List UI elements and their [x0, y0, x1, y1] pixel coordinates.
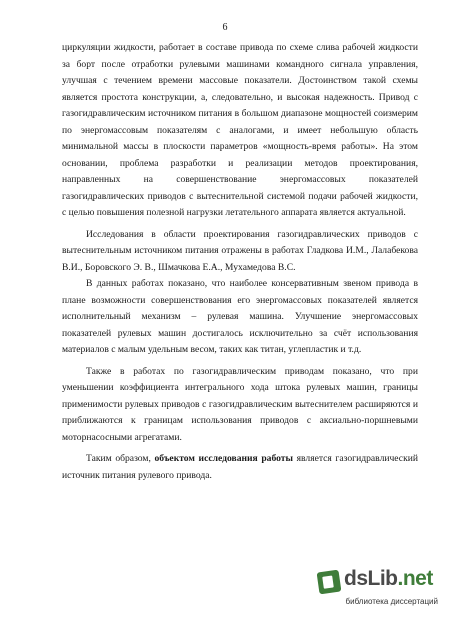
dslib-logo [344, 567, 433, 591]
logo-main: dsLib [344, 567, 398, 590]
paragraph-stroke-coefficient: Также в работах по газогидравлическим приводам показано, что при уменьшении коэффициента интегрального хода штока рулевых машин, границы применимости рулевых приводов с газогидравлическим вытеснителем расширяются и приближаются к границам использования приводов с аксиально-поршневыми моторнасосными агрегатами. [62, 365, 418, 443]
logo-suffix: .net [397, 567, 433, 590]
dslib-watermark [318, 565, 438, 611]
page-number: 6 [222, 22, 228, 33]
object-tail-text: является газогидравлический источник питания рулевого привода. [62, 453, 418, 481]
object-emphasis: объектом исследования работы [154, 453, 293, 464]
book-icon [317, 570, 342, 595]
paragraph-research-authors: Исследования в области проектирования газогидравлических приводов с вытеснительным источником питания отражены в работах Гладкова И.М., Лалабекова В.И., Боровского Э. В., Шмачкова Е.А., Мухамедова В.С. [62, 228, 418, 273]
paragraph-conservative-link: В данных работах показано, что наиболее консервативным звеном привода в плане возможности совершенствования его энергомассовых показателей является исполнительный механизм – рулевая машина. Улучшение энергомассовых показателей рулевых машин достигалось исключительно за счёт использования материалов с малым удельным весом, таких как титан, углепластик и т.д. [62, 278, 418, 355]
document-body [62, 40, 418, 484]
object-lead-text: Таким образом, [86, 453, 155, 464]
watermark-tagline: библиотека диссертаций [345, 597, 438, 606]
paragraph-research-object [62, 451, 418, 484]
paragraph-continuation: циркуляции жидкости, работает в составе привода по схеме слива рабочей жидкости за борт после отработки рулевыми машинами командного сигнала управления, улучшая с течением времени массовые показатели. Достоинством такой схемы является простота конструкции, а, следовательно, и высокая надежность. Привод с газогидравлическим источником питания в большом диапазоне мощностей соизмерим по энергомассовым показателям с аналогами, и имеет небольшую область минимальной массы в плоскости параметров «мощность-время работы». На этом основании, проблема разработки и реализации методов проектирования, направленных на совершенствование энергомассовых показателей газогидравлических приводов с вытеснительной системой подачи рабочей жидкости, с целью повышения полезной нагрузки летательного аппарата является актуальной. [62, 42, 418, 218]
